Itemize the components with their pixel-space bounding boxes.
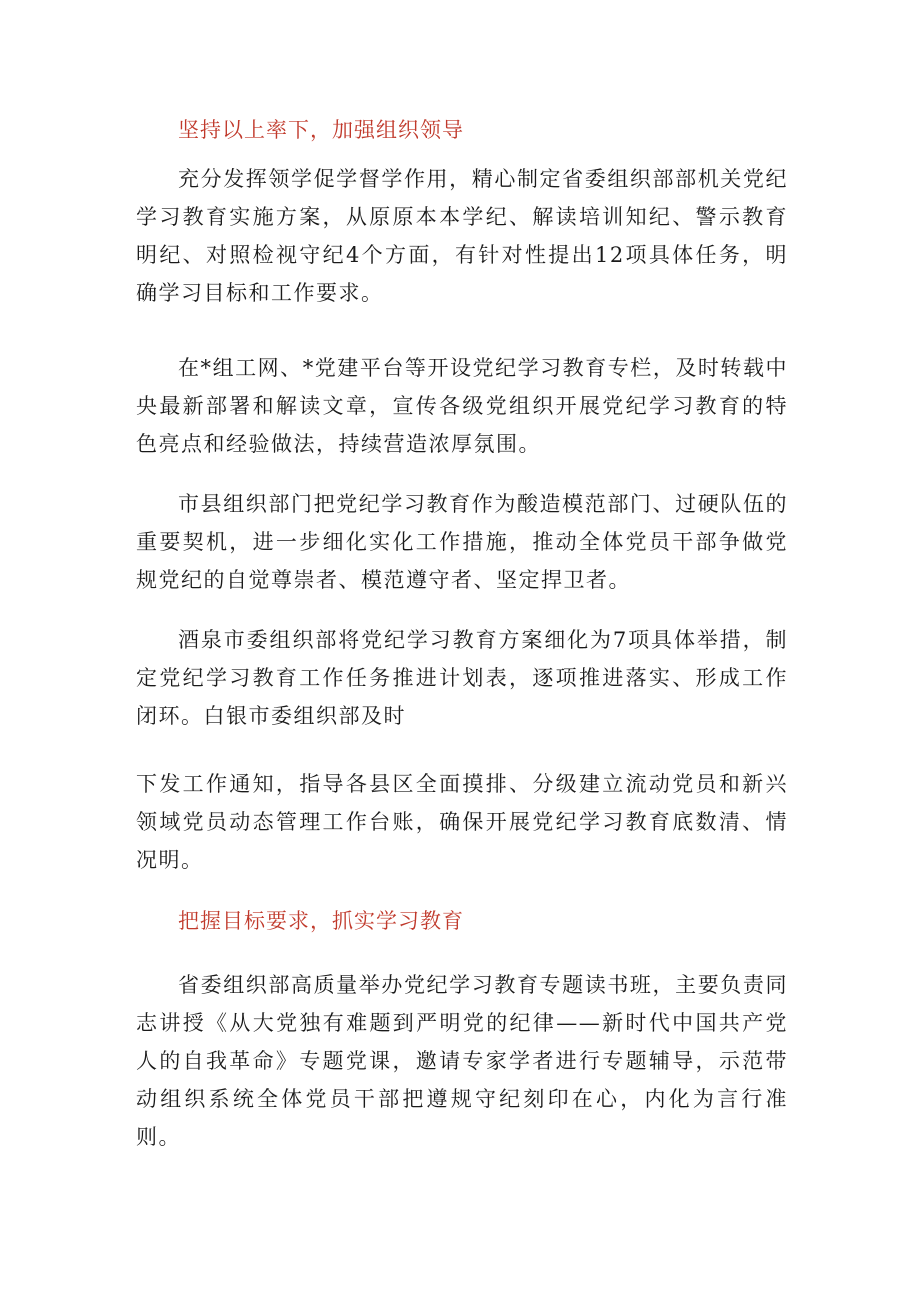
section-heading-goals: 把握目标要求，抓实学习教育 xyxy=(178,909,464,933)
paragraph-baiyin-notice: 下发工作通知，指导各县区全面摸排、分级建立流动党员和新兴领域党员动态管理工作台账，确保开展党纪学习教育底数清、情况明。 xyxy=(136,772,788,872)
paragraph-online-column: 在*组工网、*党建平台等开设党纪学习教育专栏，及时转载中央最新部署和解读文章，宣传各级党组织开展党纪学习教育的特色亮点和经验做法，持续营造浓厚氛围。 xyxy=(136,356,788,456)
paragraph-city-county-departments: 市县组织部门把党纪学习教育作为酸造模范部门、过硬队伍的重要契机，进一步细化实化工作措施，推动全体党员干部争做党规党纪的自觉尊崇者、模范遵守者、坚定捍卫者。 xyxy=(136,492,788,592)
paragraph-jiuquan-measures: 酒泉市委组织部将党纪学习教育方案细化为7项具体举措，制定党纪学习教育工作任务推进计划表，逐项推进落实、形成工作闭环。白银市委组织部及时 xyxy=(136,628,788,728)
section-heading-leadership: 坚持以上率下，加强组织领导 xyxy=(178,118,464,142)
paragraph-study-class: 省委组织部高质量举办党纪学习教育专题读书班，主要负责同志讲授《从大党独有难题到严明党的纪律——新时代中国共产党人的自我革命》专题党课，邀请专家学者进行专题辅导，示范带动组织系统全体党员干部把遵规守纪刻印在心，内化为言行准则。 xyxy=(136,973,788,1149)
paragraph-implementation-plan: 充分发挥领学促学督学作用，精心制定省委组织部部机关党纪学习教育实施方案，从原原本本学纪、解读培训知纪、警示教育明纪、对照检视守纪4个方面，有针对性提出12项具体任务，明确学习目标和工作要求。 xyxy=(136,167,788,305)
